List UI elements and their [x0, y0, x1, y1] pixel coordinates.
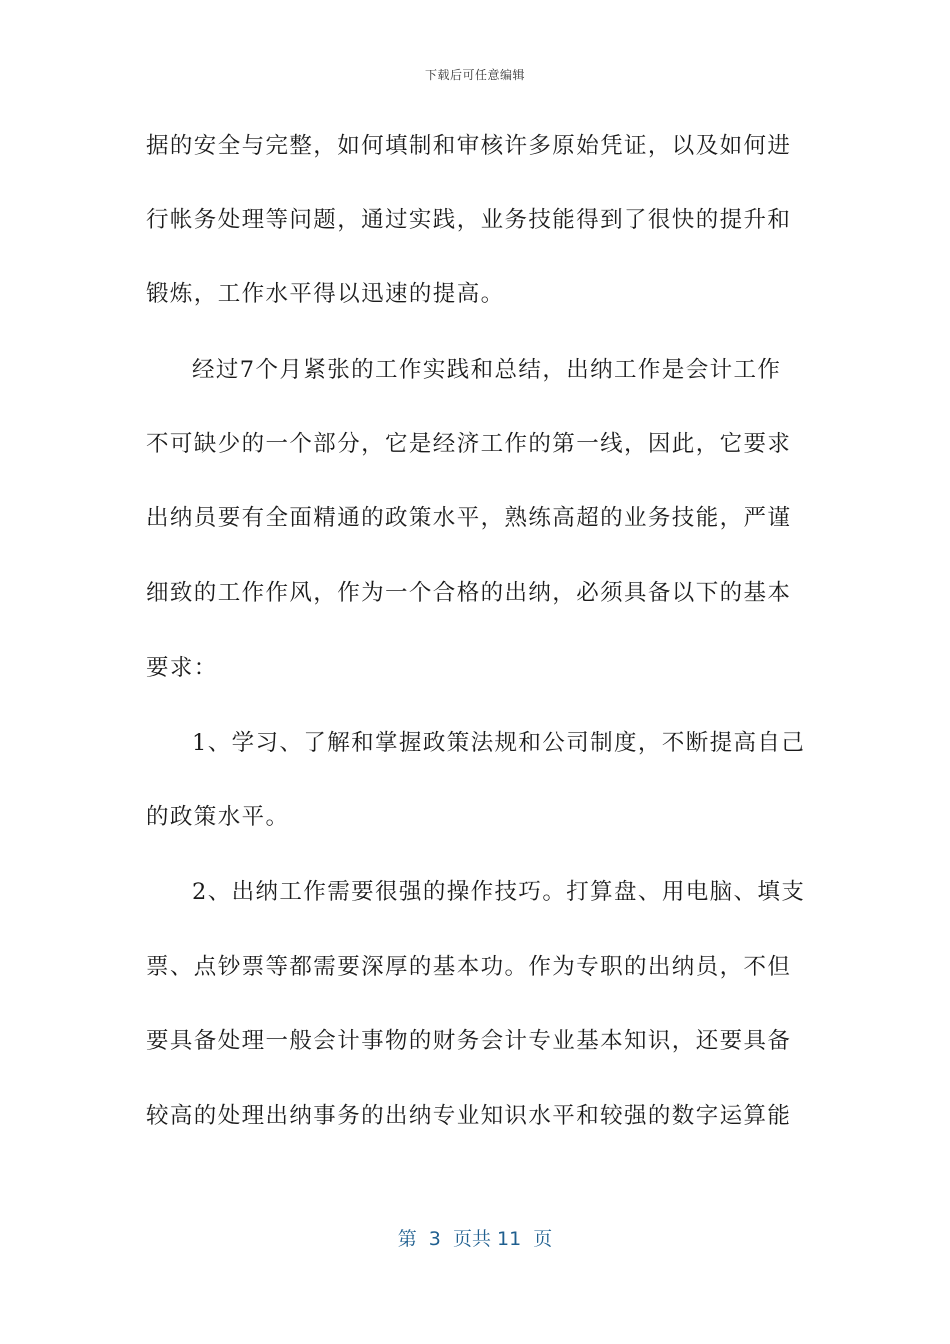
- text-line: 细致的工作作风，作为一个合格的出纳，必须具备以下的基本: [146, 580, 792, 606]
- text-line: 较高的处理出纳事务的出纳专业知识水平和较强的数字运算能: [146, 1103, 792, 1129]
- text-line: 要求：: [146, 655, 218, 681]
- text-line: 不可缺少的一个部分，它是经济工作的第一线，因此，它要求: [146, 431, 792, 457]
- text-line: 票、点钞票等都需要深厚的基本功。作为专职的出纳员，不但: [146, 954, 792, 980]
- text-line: 出纳员要有全面精通的政策水平，熟练高超的业务技能，严谨: [146, 505, 792, 531]
- text-line: 据的安全与完整，如何填制和审核许多原始凭证，以及如何进: [146, 133, 792, 159]
- text-line: 2、出纳工作需要很强的操作技巧。打算盘、用电脑、填支: [192, 879, 806, 905]
- text-line: 1、学习、了解和掌握政策法规和公司制度，不断提高自己: [192, 730, 806, 756]
- text-line: 锻炼，工作水平得以迅速的提高。: [146, 281, 505, 307]
- text-line: 行帐务处理等问题，通过实践，业务技能得到了很快的提升和: [146, 207, 792, 233]
- header-note: 下载后可任意编辑: [424, 68, 525, 82]
- text-line: 经过7个月紧张的工作实践和总结，出纳工作是会计工作: [192, 357, 782, 383]
- text-line: 要具备处理一般会计事物的财务会计专业基本知识，还要具备: [146, 1028, 792, 1054]
- text-line: 的政策水平。: [146, 804, 290, 830]
- page-number: 第 3 页共 11 页: [397, 1228, 553, 1250]
